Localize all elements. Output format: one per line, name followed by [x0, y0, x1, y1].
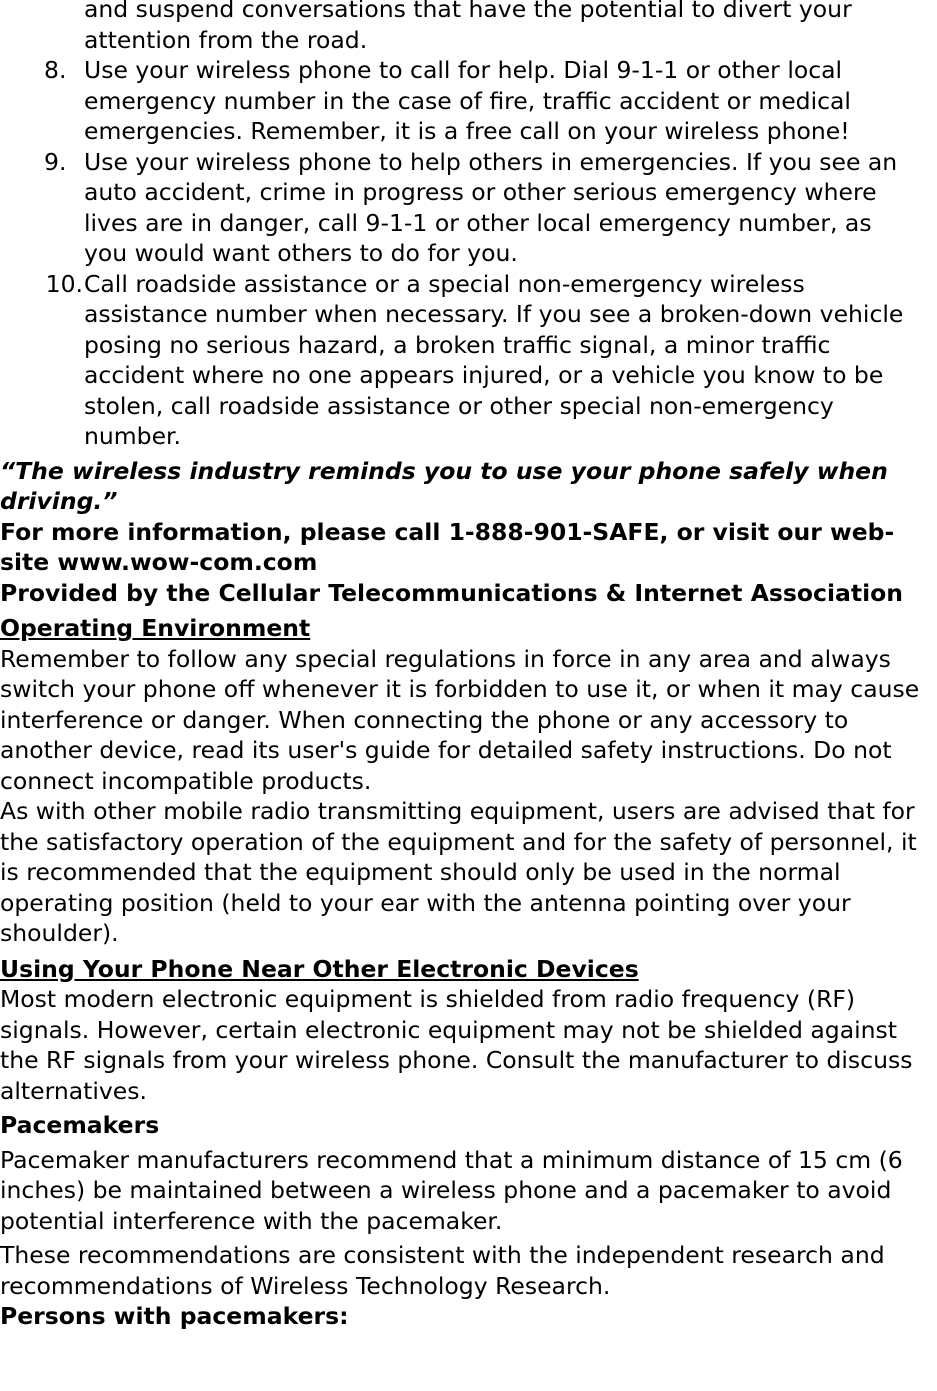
provided-by-text: Provided by the Cellular Telecommunications & Internet Association: [0, 578, 904, 607]
section-heading-operating-environment: Operating Environment: [0, 614, 311, 642]
paragraph: These recommendations are consistent with the independent research and recommendations of Wireless Technology Research.: [0, 1241, 885, 1300]
list-item-9: [0, 147, 937, 269]
list-item-10: [0, 269, 937, 452]
section-heading-pacemakers: Pacemakers: [0, 1111, 160, 1139]
more-info-text: For more information, please call 1-888-901-SAFE, or visit our web-site www.wow-com.com: [0, 517, 895, 576]
list-item-number: 8.: [44, 56, 67, 84]
section-heading-electronic-devices: Using Your Phone Near Other Electronic Devices: [0, 954, 639, 983]
paragraph: Most modern electronic equipment is shielded from radio frequency (RF) signals. However, certain electronic equipment may not be shielded against the RF signals from your wireless phone. Consult the manufacturer to discuss alternatives.: [0, 985, 913, 1105]
paragraph: As with other mobile radio transmitting equipment, users are advised that for the satisfactory operation of the equipment and for the safety of personnel, it is recommended that the equipment should only be used in the normal operating position (held to your ear with the antenna pointing over your shoulder).: [0, 797, 917, 947]
list-item-8: [0, 55, 937, 147]
list-item-text: Use your wireless phone to help others in emergencies. If you see an auto accident, crime in progress or other serious emergency where lives are in danger, call 9-1-1 or other local emergency number, as you would want others to do for you.: [84, 147, 898, 267]
list-item-text: and suspend conversations that have the potential to divert your attention from the road.: [84, 0, 852, 54]
list-item-number: 9.: [44, 147, 67, 176]
subheading-persons-with-pacemakers: Persons with pacemakers:: [0, 1302, 349, 1330]
list-item-text: Call roadside assistance or a special non-emergency wireless assistance number when necessary. If you see a broken-down vehicle posing no serious hazard, a broken traffic signal, a minor traffic accident where no one appears injured, or a vehicle you know to be stolen, call roadside assistance or other special non-emergency number.: [84, 269, 904, 450]
list-item-continuation: [0, 0, 937, 55]
list-item-text: Use your wireless phone to call for help. Dial 9-1-1 or other local emergency number in the case of fire, traffic accident or medical emergencies. Remember, it is a free call on your wireless phone!: [84, 56, 851, 145]
paragraph: Remember to follow any special regulations in force in any area and always switch your phone off whenever it is forbidden to use it, or when it may cause interference or danger. When connecting the phone or any accessory to another device, read its user's guide for detailed safety instructions. Do not connect incompatible products.: [0, 644, 920, 795]
safety-quote: “The wireless industry reminds you to use your phone safely when driving.”: [0, 456, 888, 515]
list-item-number: 10.: [45, 269, 83, 298]
paragraph: Pacemaker manufacturers recommend that a minimum distance of 15 cm (6 inches) be maintained between a wireless phone and a pacemaker to avoid potential interference with the pacemaker.: [0, 1145, 903, 1235]
